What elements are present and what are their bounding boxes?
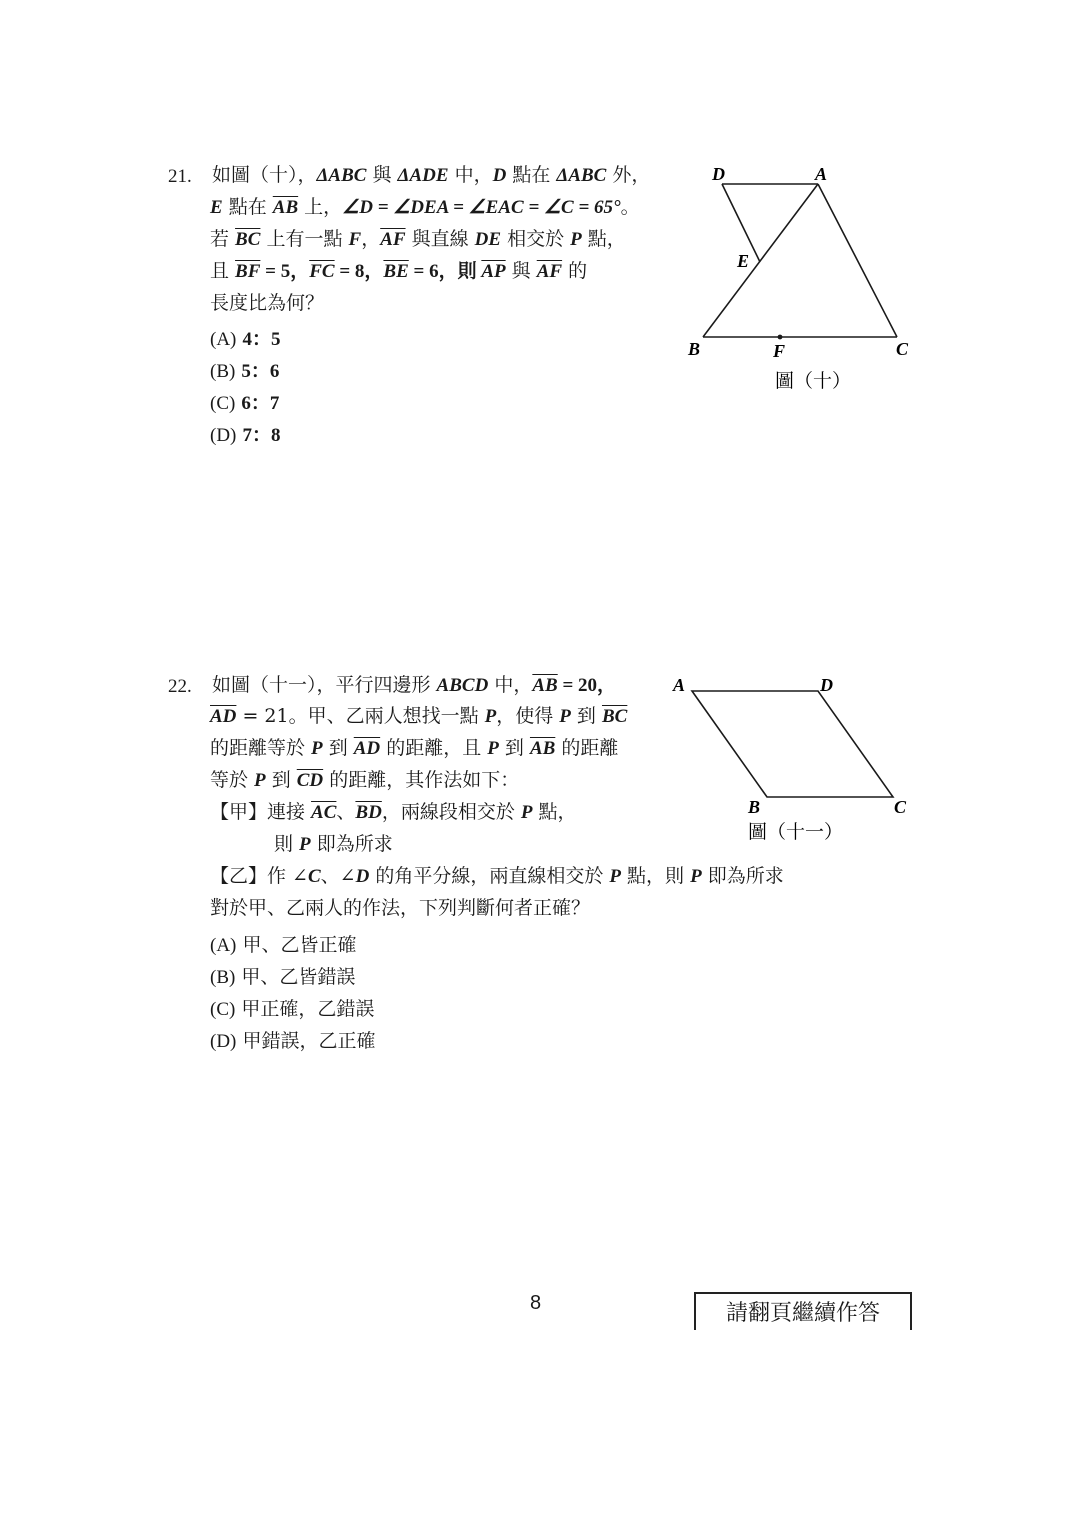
q21-line-3: 若 $\overline{BC}$ 上有一點 F，$\overline{AF}$ 與直線 DE 相交於 P 點，	[210, 228, 626, 250]
figure-10-caption: 圖（十）	[775, 371, 852, 392]
q22-line-1: 如圖（十一），平行四邊形 ABCD 中，$\overline{AB} = 20$，	[212, 674, 617, 696]
q22-option-d[interactable]: (D) 甲錯誤，乙正確	[210, 1030, 376, 1052]
q22-line-2: $\overline{AD} = 21$。甲、乙兩人想找一點 P，使得 P 到 $\overline{BC}$	[210, 705, 628, 727]
label-f: F	[773, 341, 786, 361]
q21-option-c[interactable]: (C) 6：7	[210, 393, 280, 414]
label-a: A	[815, 164, 828, 184]
figure-10	[680, 158, 920, 398]
segment-ac	[818, 184, 897, 337]
q22-line-8: 對於甲、乙兩人的作法，下列判斷何者正確？	[210, 897, 591, 919]
label-c: C	[896, 339, 909, 359]
q21-line-5: 長度比為何？	[210, 292, 325, 314]
q22-line-3: 的距離等於 P 到 $\overline{AD}$ 的距離，且 P 到 $\overline{AB}$ 的距離	[210, 737, 619, 759]
label-d: D	[820, 675, 833, 695]
q21-option-a[interactable]: (A) 4：5	[210, 329, 281, 350]
label-c: C	[894, 797, 907, 817]
q22-option-a[interactable]: (A) 甲、乙皆正確	[210, 934, 357, 956]
q22-line-5: 【甲】連接 $\overline{AC}$、$\overline{BD}$，兩線段相交於 P 點，	[210, 801, 577, 823]
label-b: B	[748, 797, 761, 817]
label-d: D	[712, 164, 725, 184]
q22-option-c[interactable]: (C) 甲正確，乙錯誤	[210, 998, 375, 1020]
q22-line-4: 等於 P 到 $\overline{CD}$ 的距離，其作法如下：	[210, 769, 520, 791]
parallelogram-abcd	[692, 691, 893, 797]
q21-number: 21.	[168, 166, 192, 187]
page-number: 8	[530, 1292, 542, 1314]
q21-option-d[interactable]: (D) 7：8	[210, 425, 281, 446]
label-b: B	[688, 339, 701, 359]
continue-box: 請翻頁繼續作答	[694, 1292, 912, 1330]
q21-line-2: E 點在 $\overline{AB}$ 上，∠D = ∠DEA = ∠EAC = ∠C = 65°。	[210, 196, 640, 218]
point-f	[778, 335, 783, 340]
q22-line-7: 【乙】作 ∠C、∠D 的角平分線，兩直線相交於 P 點，則 P 即為所求	[210, 865, 784, 887]
q21-line-4: 且 $\overline{BF} = 5$，$\overline{FC} = 8$，$\overline{BE} = 6$，則 $\overline{AP}$ 與 $\overline{AF}$ 的	[210, 260, 588, 282]
figure-11-caption: 圖（十一）	[748, 822, 844, 843]
q22-number: 22.	[168, 676, 192, 697]
segment-ab	[703, 184, 818, 337]
label-a: A	[673, 675, 686, 695]
figure-11	[670, 668, 920, 848]
q21-line-1: 如圖（十），ΔABC 與 ΔADE 中，D 點在 ΔABC 外，	[212, 164, 651, 186]
q22-option-b[interactable]: (B) 甲、乙皆錯誤	[210, 966, 356, 988]
label-e: E	[737, 251, 750, 271]
q21-option-b[interactable]: (B) 5：6	[210, 361, 280, 382]
q22-line-6: 則 P 即為所求	[274, 833, 393, 855]
